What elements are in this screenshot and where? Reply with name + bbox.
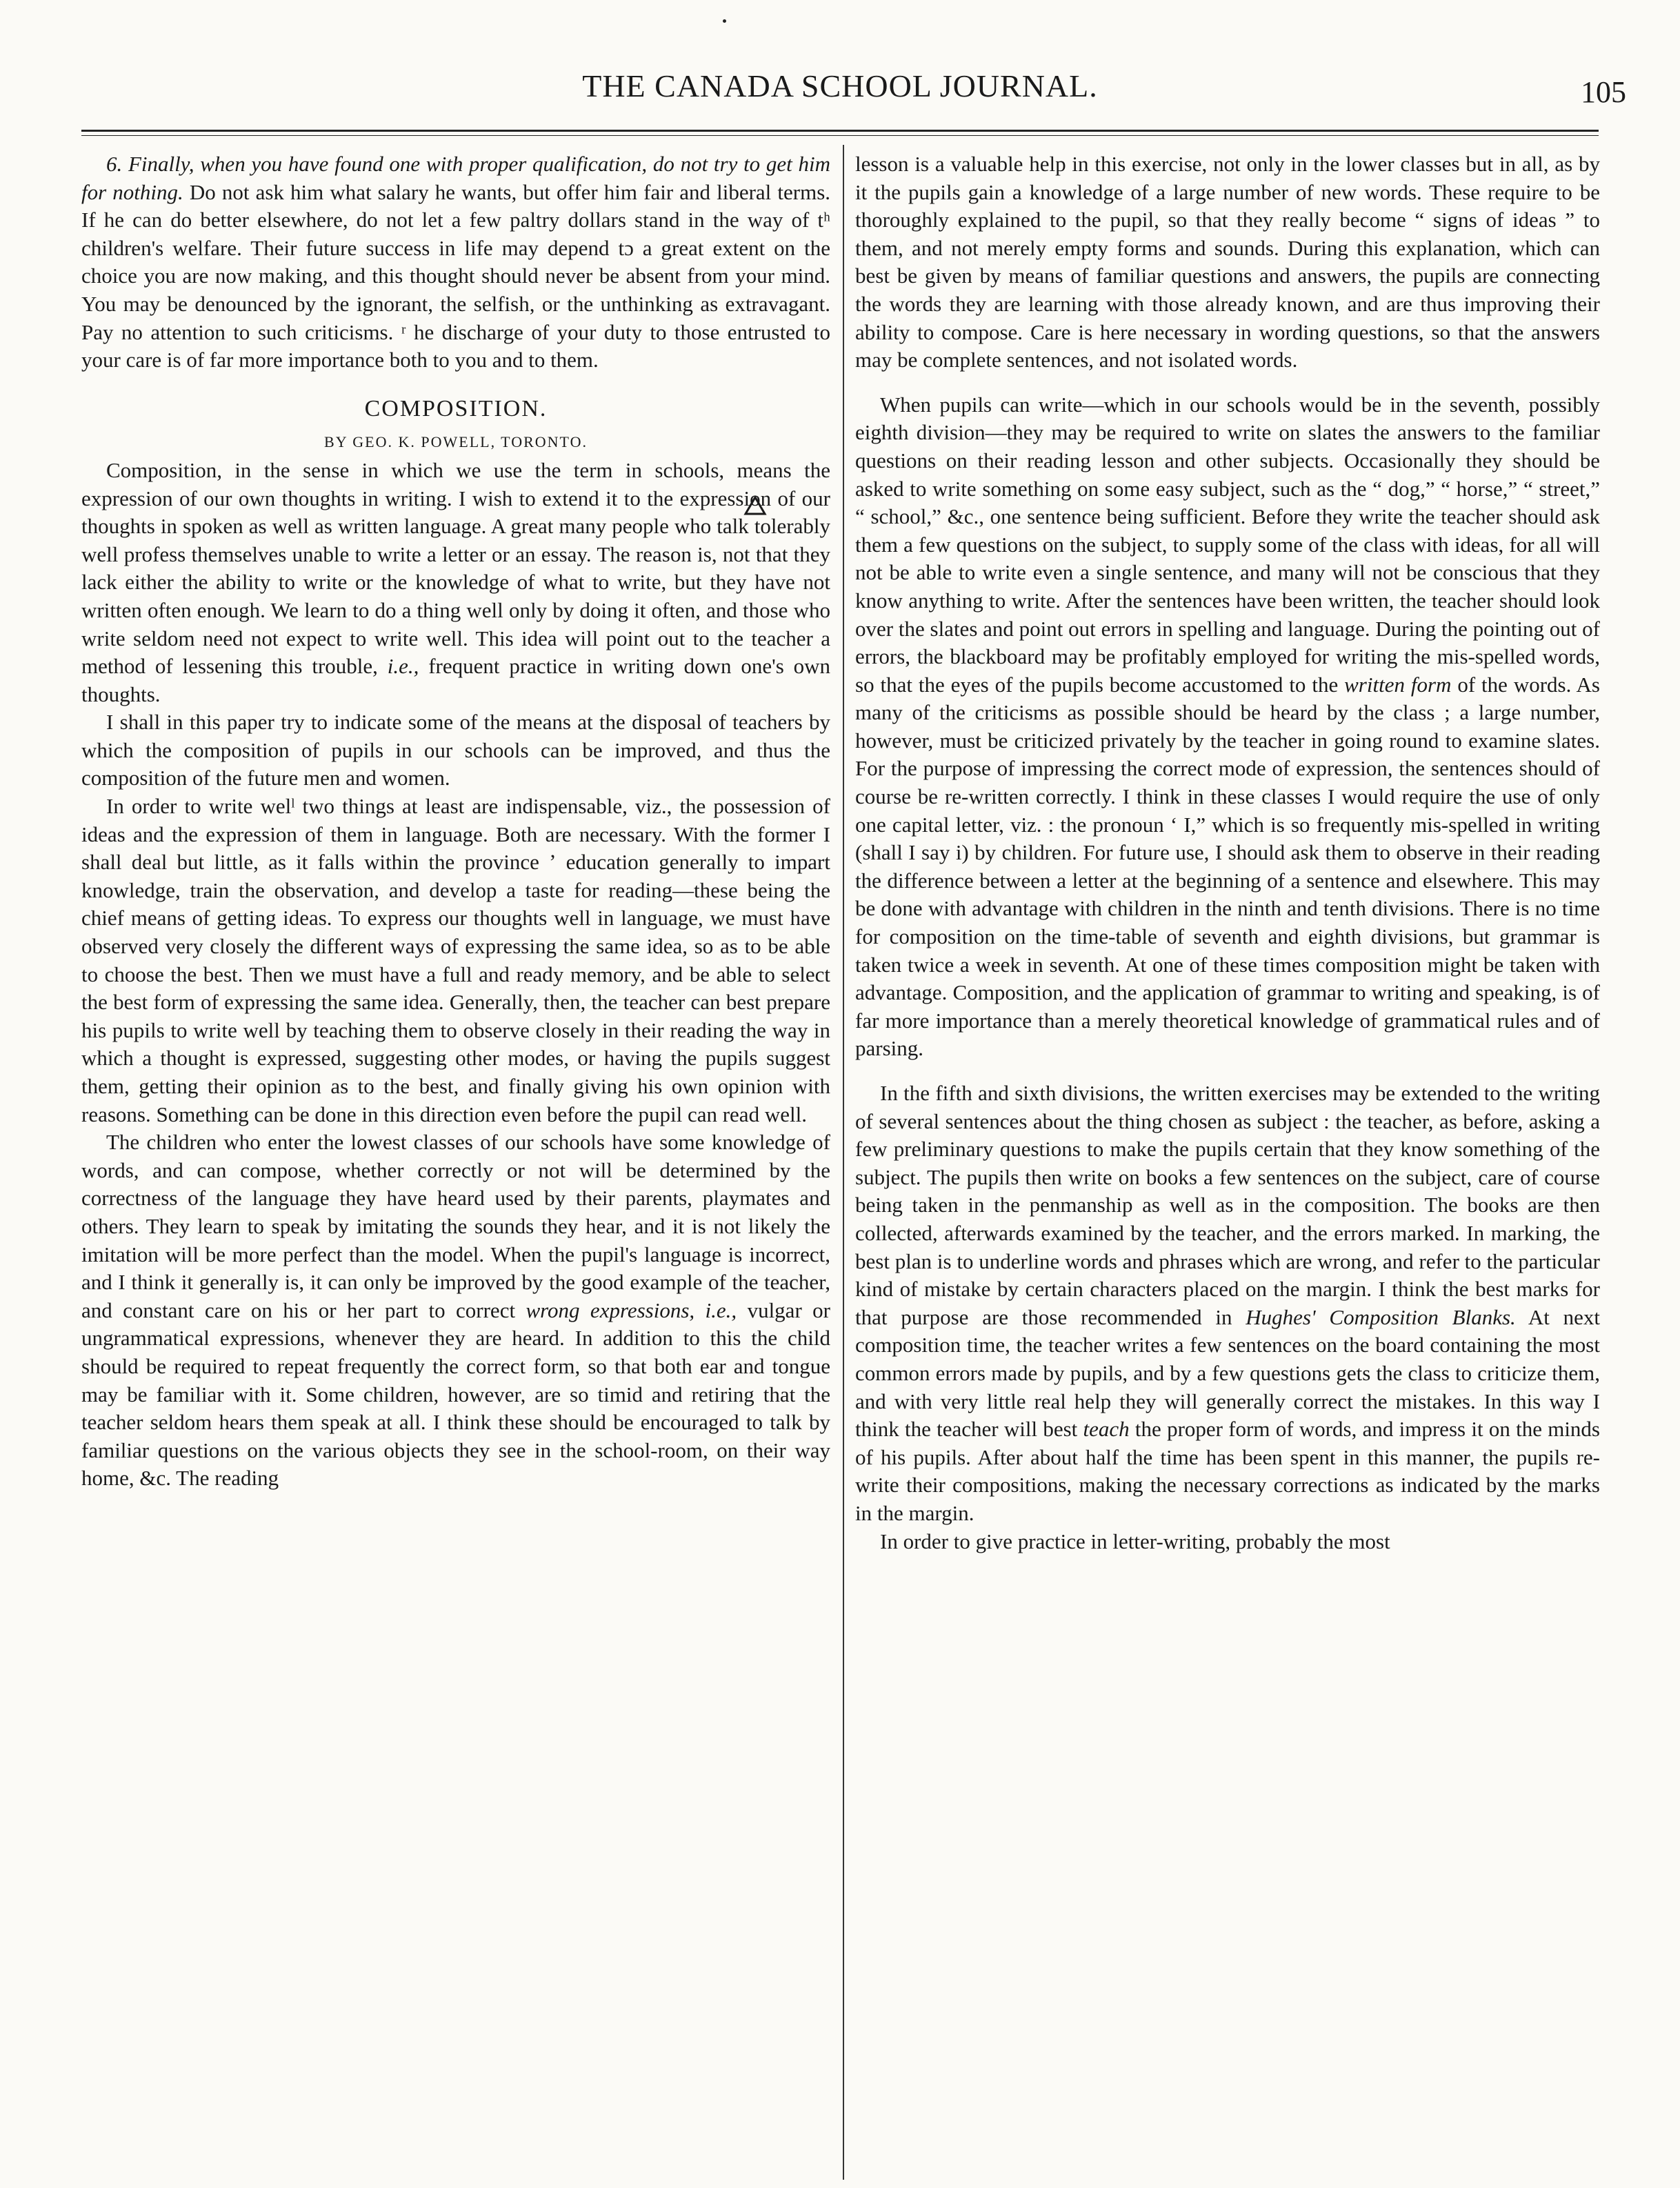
paragraph-text-end: of the words. As many of the criticisms as possible should be heard by the class ; a large number, however, must be criticized privately by the teacher in going round to examine slates. For the purpose of impressing the correct mode of expression, the sentences should of course be re-written correctly. I think in these classes I would require the use of only one capital letter, viz. : the pronoun ‘ I,” which is so frequently mis-spelled in writing (shall I say i) by children. For future use, I should ask them to observe in their reading the difference between a letter at the beginning of a sentence and elsewhere. This may be done with advantage with children in the ninth and tenth divisions. There is no time for composition on the time-table of seventh and eighth divisions, but grammar is taken twice a week in seventh. At one of these times composition might be taken with advantage. Composition, and the application of grammar to writing and speaking, is of far more importance than a merely theoretical knowledge of grammatical rules and of parsing. [855,672,1600,1061]
speck-dot [723,19,726,23]
paragraph-letter-writing: In order to give practice in letter-writing, probably the most [880,1529,1390,1553]
byline: BY GEO. K. POWELL, TORONTO. [324,432,588,450]
header-rule-top [81,130,1599,132]
wrong-expressions-italic: wrong expressions, i.e., [526,1297,737,1322]
header-rule-bottom [81,135,1599,136]
left-column [81,150,830,1493]
page-header-title: THE CANADA SCHOOL JOURNAL. [582,68,1098,103]
triangle-icon [743,495,767,516]
paragraph-text: In the fifth and sixth divisions, the written exercises may be extended to the writing of several sentences about the thing chosen as subject : the teacher, as before, asking a few preliminary questions to make the pupils certain that they know something of the subject. The pupils then write on books a few sentences on the subject, care of course being taken in the penmanship as well as in the composition. The books are then collected, afterwards examined by the teacher, and the errors marked. In marking, the best plan is to underline words and phrases which are wrong, and refer to the particular kind of mistake by certain characters placed on the margin. I think the best marks for that purpose are those recommended in [855,1081,1600,1329]
section-title: COMPOSITION. [364,395,548,421]
paragraph-fifth-sixth [855,1080,1600,1528]
column-divider [843,145,844,2180]
page-number: 105 [1581,75,1626,109]
paragraph-slates [855,391,1600,1063]
paragraph-composition-4 [81,1128,830,1493]
paragraph-text-end: the proper form of words, and impress it on the minds of his pupils. After about half the time has been spent in this manner, the pupils re-write their compositions, making the necessary corrections as indicated by the marks in the margin. [855,1417,1600,1525]
ie-italic: i.e., [387,654,419,679]
opening-lead-italic: 6. Finally, when you have found one with proper qualification, do not try to get him for nothing. [81,152,830,204]
paragraph-opening [81,150,830,375]
hughes-blanks-italic: Hughes' Composition Blanks. [1246,1304,1516,1329]
teach-italic: teach [1083,1417,1130,1442]
opening-rest: Do not ask him what salary he wants, but offer him fair and liberal terms. If he can do better elsewhere, do not let a few paltry dollars stand in the way of tʰ children's welfare. Their future success in life may depend tɔ a great extent on the choice you are now making, and this thought should never be absent from your mind. You may be denounced by the ignorant, the selfish, or the unthinking as extravagant. Pay no attention to such criticisms. ʳ he discharge of your duty to those entrusted to your care is of far more importance both to you and to them. [81,179,831,372]
paragraph-text: When pupils can write—which in our schools would be in the seventh, possibly eighth division—they may be required to write on slates the answers to the familiar questions on their reading lesson and other subjects. Occasionally they should be asked to write something on some easy subject, such as the “ dog,” “ horse,” “ street,” “ school,” &c., one sentence being sufficient. Before they write the teacher should ask them a few questions on the subject, to supply some of the class with ideas, for all will not be able to write even a single sentence, and many will not be conscious that they know anything to write. After the sentences have been written, the teacher should look over the slates and point out errors in spelling and language. During the pointing out of errors, the blackboard may be profitably employed for writing the mis-spelled words, so that the eyes of the pupils become accustomed to the [855,392,1600,697]
paragraph-text-end: frequent practice in writing down one's own thoughts. [81,654,830,706]
paragraph-composition-1 [81,457,830,708]
right-column [855,150,1600,1555]
paragraph-text: Composition, in the sense in which we use the term in schools, means the expression of our own thoughts in writing. I wish to extend it to the expression of our thoughts in spoken as well as written language. A great many people who talk tolerably well profess themselves unable to write a letter or an essay. The reason is, not that they lack either the ability to write or the knowledge of what to write, but they have not written often enough. We learn to do a thing well only by doing it often, and those who write seldom need not expect to write well. This idea will point out to the teacher a method of lessening this trouble, [81,457,830,679]
written-form-italic: written form [1344,672,1452,697]
paragraph-composition-3: In order to write welˡ two things at least are indispensable, viz., the possession of ideas and the expression of them in language. Both are necessary. With the former I shall deal but little, as it falls within the province ʼ education generally to impart knowledge, train the observation, and develop a taste for reading—these being the chief means of getting ideas. To express our thoughts well in language, we must have observed very closely the different ways of expressing the same idea, so as to be able to choose the best. Then we must have a full and ready memory, and be able to select the best form of expressing the same idea. Generally, then, the teacher can best prepare his pupils to write well by teaching them to observe closely in their reading the way in which a thought is expressed, suggesting other modes, or having the pupils suggest them, getting their opinion as to the best, and finally giving his own opinion with reasons. Something can be done in this direction even before the pupil can read well. [81,794,830,1126]
paragraph-text: The children who enter the lowest сlasses of our schools have some knowledge of words, and can compose, whether correctly or not will be determined by the correctness of the language they have heard used by their parents, playmates and others. They learn to speak by imitating the sounds they hear, and it is not likely the imitation will be more perfect than the model. When the pupil's language is incorrect, and I think it generally is, it can only be improved by the good example of the teacher, and constant care on his or her part to correct [81,1130,830,1322]
paragraph-continued: lesson is a valuable help in this exercise, not only in the lower classes but in all, as by it the pupils gain a knowledge of a large number of new words. These require to be thoroughly explained to the pupil, so that they really become “ signs of ideas ” to them, and not merely empty forms and sounds. During this explanation, which can best be given by means of familiar questions and answers, the pupils are connecting the words they are learning with those already known, and are thus improving their ability to compose. Care is here necessary in wording questions, so that the answers may be complete sentences, and not isolated words. [855,152,1600,372]
paragraph-text-mid: At next composition time, the teacher writes a few sentences on the board containing the most common errors made by pupils, and by a few questions gets the class to criticize them, and with very little real help they will generally correct the mistakes. In this way I think the teacher will best [855,1304,1600,1442]
paragraph-text-end: vulgar or ungrammatical expressions, whenever they are heard. In addition to this the child should be required to repeat frequently the correct form, so that both ear and tongue may be familiar with it. Some children, however, are so timid and retiring that the teacher seldom hears them speak at all. I think these should be encouraged to talk by familiar questions on the various objects they see in the school-room, on their way home, &c. The reading [81,1297,830,1491]
paragraph-composition-2: I shall in this paper try to indicate some of the means at the disposal of teachers by which the composition of pupils in our schools can be improved, and thus the composition of the future men and women. [81,710,830,790]
